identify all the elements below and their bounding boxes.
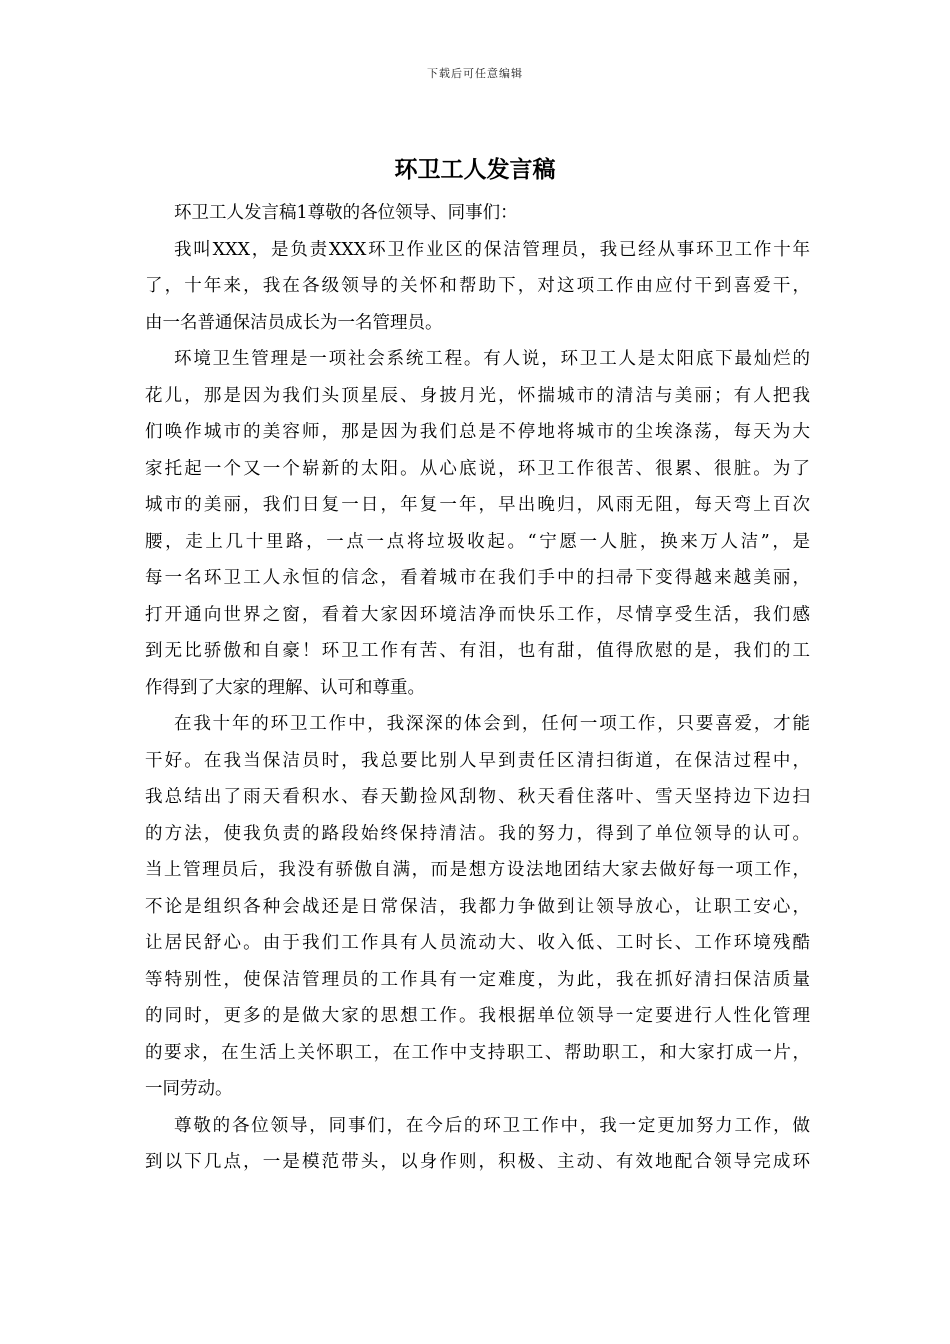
paragraph-line: 由一名普通保洁员成长为一名管理员。 bbox=[145, 312, 443, 333]
paragraph-line: 等特别性，使保洁管理员的工作具有一定难度，为此，我在抓好清扫保洁质量 bbox=[145, 969, 810, 990]
paragraph-line: 了，十年来，我在各级领导的关怀和帮助下，对这项工作由应付干到喜爱干， bbox=[145, 276, 810, 296]
paragraph bbox=[145, 1108, 810, 1181]
paragraph-line: 环卫工人发言稿1尊敬的各位领导、同事们： bbox=[174, 203, 518, 223]
paragraph-line: 尊敬的各位领导，同事们，在今后的环卫工作中，我一定更加努力工作，做 bbox=[174, 1115, 810, 1136]
paragraph-line: 腰，走上几十里路，一点一点将垃圾收起。“宁愿一人脏，换来万人洁”，是 bbox=[145, 531, 810, 552]
paragraph-line: 到无比骄傲和自豪！环卫工作有苦、有泪，也有甜，值得欣慰的是，我们的工 bbox=[145, 641, 810, 661]
paragraph bbox=[145, 706, 810, 1108]
paragraph-line: 城市的美丽，我们日复一日，年复一年，早出晚归，风雨无阻，每天弯上百次 bbox=[145, 495, 810, 515]
paragraph-line: 的要求，在生活上关怀职工，在工作中支持职工、帮助职工，和大家打成一片， bbox=[145, 1042, 810, 1063]
paragraph-line: 不论是组织各种会战还是日常保洁，我都力争做到让领导放心，让职工安心， bbox=[145, 896, 810, 917]
paragraph-line: 我叫XXX，是负责XXX环卫作业区的保洁管理员，我已经从事环卫工作十年 bbox=[174, 239, 810, 260]
document-title: 环卫工人发言稿 bbox=[394, 156, 556, 183]
paragraph-line: 让居民舒心。由于我们工作具有人员流动大、收入低、工时长、工作环境残酷 bbox=[145, 933, 810, 953]
paragraph bbox=[145, 232, 810, 342]
paragraph-line: 当上管理员后，我没有骄傲自满，而是想方设法地团结大家去做好每一项工作， bbox=[145, 860, 810, 880]
paragraph-line: 家托起一个又一个崭新的太阳。从心底说，环卫工作很苦、很累、很脏。为了 bbox=[145, 458, 810, 479]
document-body bbox=[145, 195, 810, 1181]
paragraph-line: 在我十年的环卫工作中，我深深的体会到，任何一项工作，只要喜爱，才能 bbox=[174, 714, 810, 734]
paragraph bbox=[145, 341, 810, 706]
page-header-note: 下载后可任意编辑 bbox=[427, 67, 523, 80]
paragraph-line: 我总结出了雨天看积水、春天勤捡风刮物、秋天看住落叶、雪天坚持边下边扫 bbox=[145, 787, 810, 807]
paragraph-line: 们唤作城市的美容师，那是因为我们总是不停地将城市的尘埃涤荡，每天为大 bbox=[145, 422, 810, 442]
paragraph-line: 一同劳动。 bbox=[145, 1079, 233, 1099]
paragraph-line: 作得到了大家的理解、认可和尊重。 bbox=[145, 677, 425, 698]
paragraph-line: 花儿，那是因为我们头顶星辰、身披月光，怀揣城市的清洁与美丽；有人把我 bbox=[145, 385, 810, 406]
paragraph-line: 到以下几点，一是模范带头，以身作则，积极、主动、有效地配合领导完成环 bbox=[145, 1152, 810, 1172]
paragraph-line: 的方法，使我负责的路段始终保持清洁。我的努力，得到了单位领导的认可。 bbox=[145, 823, 810, 844]
paragraph-line: 每一名环卫工人永恒的信念，看着城市在我们手中的扫帚下变得越来越美丽， bbox=[145, 568, 810, 588]
paragraph-line: 打开通向世界之窗，看着大家因环境洁净而快乐工作，尽情享受生活，我们感 bbox=[145, 604, 810, 625]
paragraph-line: 的同时，更多的是做大家的思想工作。我根据单位领导一定要进行人性化管理 bbox=[145, 1006, 810, 1026]
paragraph bbox=[145, 195, 810, 232]
paragraph-line: 干好。在我当保洁员时，我总要比别人早到责任区清扫街道，在保洁过程中， bbox=[145, 750, 810, 771]
paragraph-line: 环境卫生管理是一项社会系统工程。有人说，环卫工人是太阳底下最灿烂的 bbox=[174, 349, 810, 369]
